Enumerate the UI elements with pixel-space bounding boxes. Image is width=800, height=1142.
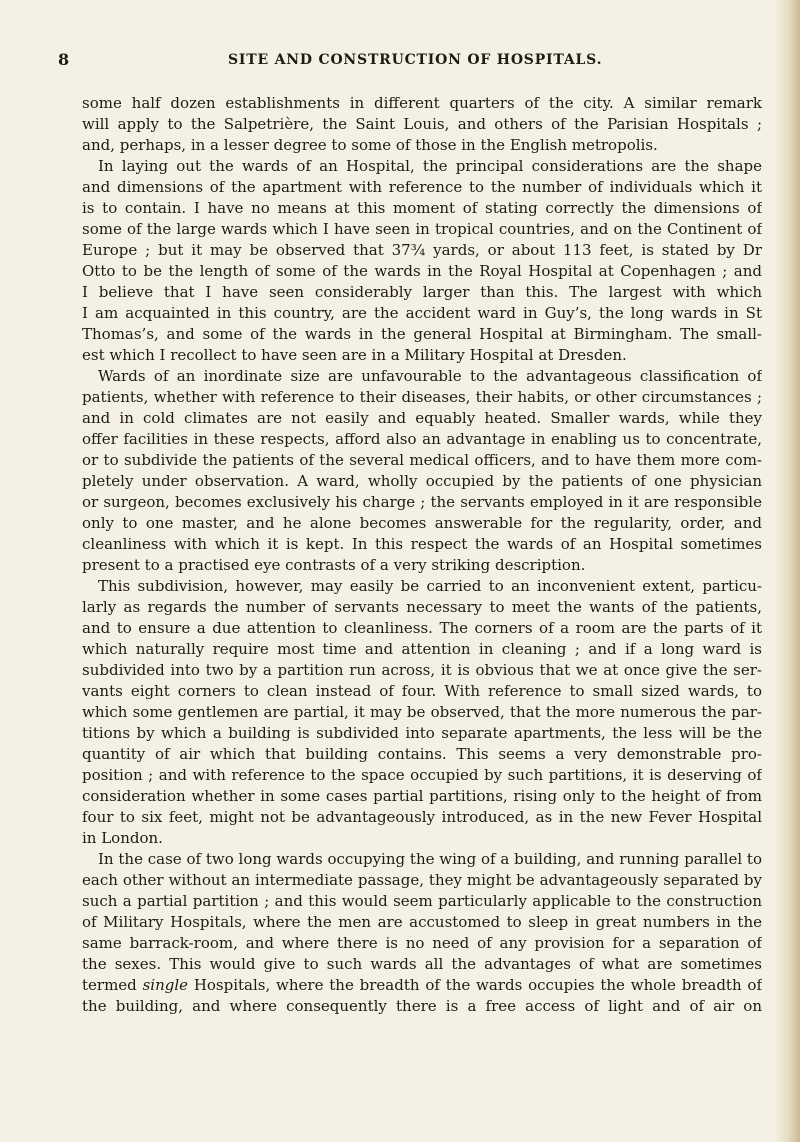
text-line xyxy=(82,156,762,177)
text-line-content: Otto to be the length of some of the wards in the Royal Hospital at Copenhagen ; and xyxy=(82,262,762,280)
text-line-content: patients, whether with reference to their diseases, their habits, or other circumstances ; xyxy=(82,388,762,406)
text-line-content: I am acquainted in this country, are the accident ward in Guy’s, the long wards in St xyxy=(82,304,762,322)
text-line xyxy=(82,912,762,933)
text-line xyxy=(82,345,762,366)
text-line-content: This subdivision, however, may easily be carried to an inconvenient extent, particu- xyxy=(98,577,762,595)
text-line xyxy=(82,639,762,660)
text-line xyxy=(82,723,762,744)
text-line xyxy=(82,933,762,954)
text-line-content: some half dozen establishments in different quarters of the city. A similar remark xyxy=(82,94,762,112)
text-line xyxy=(82,681,762,702)
page-header xyxy=(58,50,770,76)
text-line xyxy=(82,240,762,261)
text-line xyxy=(82,93,762,114)
text-line xyxy=(82,282,762,303)
text-line-content: In laying out the wards of an Hospital, the principal considerations are the shape xyxy=(98,157,762,175)
text-line xyxy=(82,702,762,723)
text-line-content: four to six feet, might not be advantageously introduced, as in the new Fever Hospital xyxy=(82,808,762,826)
text-line xyxy=(82,996,762,1017)
text-line xyxy=(82,786,762,807)
text-line xyxy=(82,387,762,408)
text-line xyxy=(82,324,762,345)
text-line-content: and dimensions of the apartment with reference to the number of individuals which it xyxy=(82,178,762,196)
text-line-content: and, perhaps, in a lesser degree to some of those in the English metropolis. xyxy=(82,136,658,154)
text-line-content: Europe ; but it may be observed that 37¾ yards, or about 113 feet, is stated by Dr xyxy=(82,241,762,259)
text-line-content: of Military Hospitals, where the men are accustomed to sleep in great numbers in the xyxy=(82,913,762,931)
text-line-content: titions by which a building is subdivided into separate apartments, the less will be the xyxy=(82,724,762,742)
text-line-content: larly as regards the number of servants necessary to meet the wants of the patients, xyxy=(82,598,762,616)
page-number: 8 xyxy=(58,50,70,69)
text-line xyxy=(82,471,762,492)
text-line xyxy=(82,114,762,135)
page-edge-shading xyxy=(774,0,800,1142)
text-line xyxy=(82,534,762,555)
text-line xyxy=(82,429,762,450)
text-line-content: In the case of two long wards occupying the wing of a building, and running parallel to xyxy=(98,850,762,868)
text-line-content: subdivided into two by a partition run across, it is obvious that we at once give the ser- xyxy=(82,661,762,679)
text-line xyxy=(82,177,762,198)
text-line xyxy=(82,744,762,765)
text-line-content: Thomas’s, and some of the wards in the general Hospital at Birmingham. The small- xyxy=(82,325,762,343)
text-line xyxy=(82,660,762,681)
text-line-content: some of the large wards which I have seen in tropical countries, and on the Continent of xyxy=(82,220,762,238)
text-line-content: such a partial partition ; and this would seem particularly applicable to the construction xyxy=(82,892,762,910)
text-line xyxy=(82,618,762,639)
text-line xyxy=(82,555,762,576)
text-line xyxy=(82,576,762,597)
text-line xyxy=(82,408,762,429)
text-line xyxy=(82,765,762,786)
text-line-content: same barrack-room, and where there is no need of any provision for a separation of xyxy=(82,934,762,952)
text-line-content: offer facilities in these respects, afford also an advantage in enabling us to concentrate, xyxy=(82,430,762,448)
text-line xyxy=(82,954,762,975)
text-line xyxy=(82,303,762,324)
text-line xyxy=(82,198,762,219)
text-line xyxy=(82,450,762,471)
text-line-content: consideration whether in some cases partial partitions, rising only to the height of from xyxy=(82,787,762,805)
text-line-content: est which I recollect to have seen are in a Military Hospital at Dresden. xyxy=(82,346,627,364)
text-line-content: will apply to the Salpetrière, the Saint Louis, and others of the Parisian Hospitals ; xyxy=(82,115,762,133)
text-line-content: the sexes. This would give to such wards all the advantages of what are sometimes xyxy=(82,955,762,973)
text-line-content: each other without an intermediate passage, they might be advantageously separated by xyxy=(82,871,762,889)
text-line-content: Wards of an inordinate size are unfavourable to the advantageous classification of xyxy=(98,367,762,385)
text-line-content: and to ensure a due attention to cleanliness. The corners of a room are the parts of it xyxy=(82,619,762,637)
text-line-content: is to contain. I have no means at this moment of stating correctly the dimensions of xyxy=(82,199,762,217)
text-line xyxy=(82,975,762,996)
text-line-content: pletely under observation. A ward, wholly occupied by the patients of one physician xyxy=(82,472,762,490)
text-line xyxy=(82,597,762,618)
text-line-content: termed xyxy=(82,976,143,994)
text-line-content: the building, and where consequently there is a free access of light and of air on xyxy=(82,997,762,1015)
text-line-content: which naturally require most time and attention in cleaning ; and if a long ward is xyxy=(82,640,762,658)
body-text xyxy=(82,93,762,1017)
text-line-content: in London. xyxy=(82,829,163,847)
text-line-content: quantity of air which that building contains. This seems a very demonstrable pro- xyxy=(82,745,762,763)
text-line xyxy=(82,135,762,156)
text-line-content: I believe that I have seen considerably larger than this. The largest with which xyxy=(82,283,762,301)
text-line-content: vants eight corners to clean instead of four. With reference to small sized wards, to xyxy=(82,682,762,700)
text-line xyxy=(82,870,762,891)
text-line-content: and in cold climates are not easily and equably heated. Smaller wards, while they xyxy=(82,409,762,427)
text-line xyxy=(82,366,762,387)
text-line-continuation: Hospitals, where the breadth of the wards occupies the whole breadth of xyxy=(188,976,762,994)
running-title: SITE AND CONSTRUCTION OF HOSPITALS. xyxy=(228,52,603,68)
text-line xyxy=(82,492,762,513)
text-line-content: only to one master, and he alone becomes answerable for the regularity, order, and xyxy=(82,514,762,532)
text-line-content: or surgeon, becomes exclusively his charge ; the servants employed in it are responsible xyxy=(82,493,762,511)
text-line xyxy=(82,849,762,870)
text-line xyxy=(82,261,762,282)
text-line-content: or to subdivide the patients of the several medical officers, and to have them more com- xyxy=(82,451,762,469)
text-line-content: cleanliness with which it is kept. In this respect the wards of an Hospital sometimes xyxy=(82,535,762,553)
text-line-content: present to a practised eye contrasts of a very striking description. xyxy=(82,556,586,574)
text-line-content: position ; and with reference to the space occupied by such partitions, it is deserving of xyxy=(82,766,762,784)
text-line-content: which some gentlemen are partial, it may be observed, that the more numerous the par- xyxy=(82,703,762,721)
text-line xyxy=(82,891,762,912)
italic-word: single xyxy=(142,976,189,994)
text-line xyxy=(82,513,762,534)
text-line xyxy=(82,219,762,240)
text-line xyxy=(82,828,762,849)
text-line xyxy=(82,807,762,828)
